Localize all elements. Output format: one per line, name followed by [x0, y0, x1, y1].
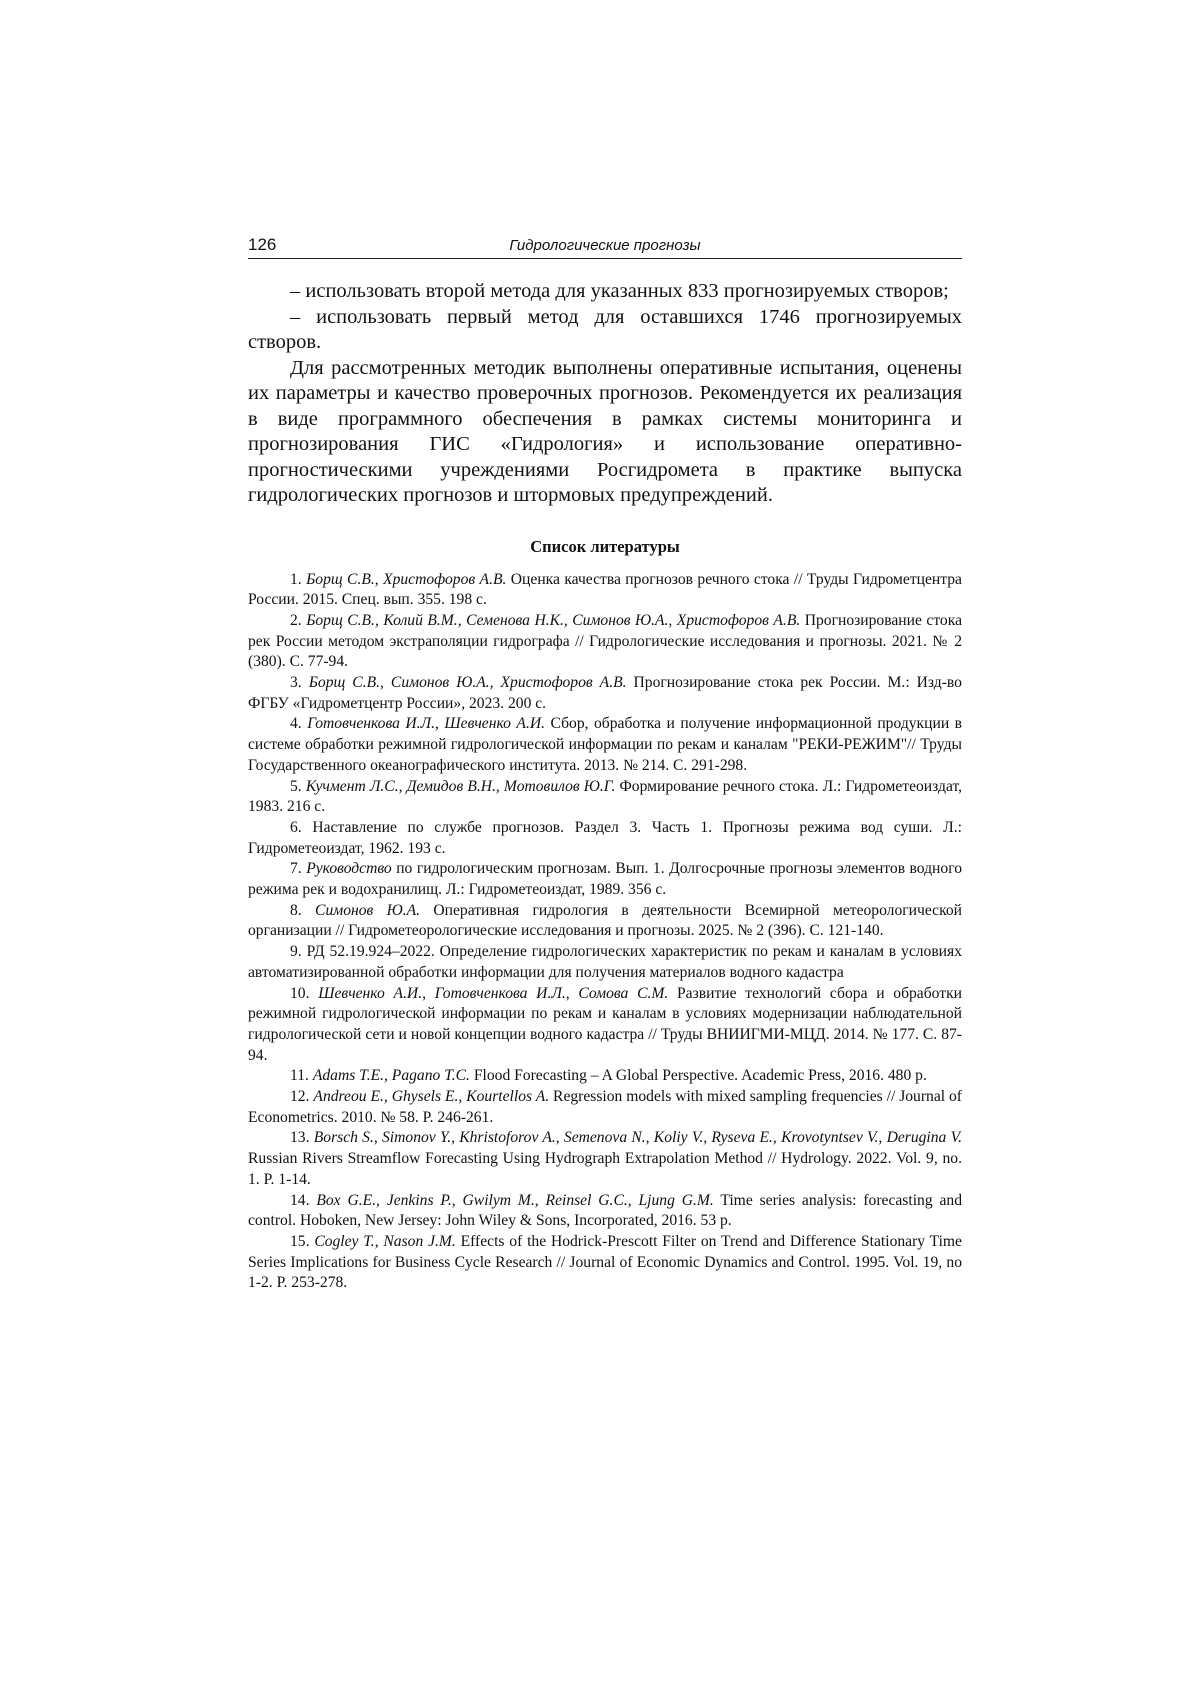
reference-item — [248, 1128, 962, 1190]
reference-text: Flood Forecasting – A Global Perspective. Academic Press, 2016. 480 p. — [473, 1067, 927, 1085]
reference-number: 9. — [290, 943, 302, 961]
reference-number: 6. — [290, 818, 302, 836]
reference-text: РД 52.19.924–2022. Определение гидрологических характеристик по рекам и каналам в условиях автоматизированной обработки информации для получения материалов водного кадастра — [248, 943, 962, 981]
reference-item — [248, 1191, 962, 1232]
reference-authors: Borsch S., Simonov Y., Khristoforov A., Semenova N., Koliy V., Ryseva E., Krovotyntsev V., Derugina V. — [313, 1129, 962, 1147]
reference-text: Effects of the Hodrick-Prescott Filter on Trend and Difference Stationary Time Series Implications for Business Cycle Research // Journal of Economic Dynamics and Control. 1995. Vol. 19, no 1-2. P. 253-278. — [248, 1233, 962, 1292]
reference-item — [248, 1066, 962, 1087]
reference-text: Формирование речного стока. Л.: Гидрометеоиздат, 1983. 216 с. — [248, 777, 963, 816]
reference-authors: Симонов Ю.А. — [315, 901, 421, 919]
reference-text: Regression models with mixed sampling frequencies // Journal of Econometrics. 2010. № 58. P. 246-261. — [248, 1088, 962, 1126]
reference-item — [248, 1087, 962, 1128]
reference-authors: Готовченкова И.Л., Шевченко А.И. — [307, 715, 546, 733]
reference-authors: Руководство — [306, 860, 392, 878]
reference-item — [248, 1232, 962, 1294]
reference-item — [248, 859, 962, 900]
reference-number: 13. — [290, 1129, 310, 1147]
reference-number: 8. — [290, 901, 302, 919]
reference-authors: Box G.E., Jenkins P., Gwilym M., Reinsel G.C., Ljung G.M. — [316, 1191, 714, 1209]
body-paragraph: Для рассмотренных методик выполнены оперативные испытания, оценены их параметры и качество проверочных прогнозов. Рекомендуется их реализация в виде программного обеспечения в рамках системы мониторинга и прогнозирования ГИС «Гидрология» и использование оперативно-прогностическими учреждениями Росгидромета в практике выпуска гидрологических прогнозов и штормовых предупреждений. — [248, 356, 962, 506]
reference-number: 5. — [290, 777, 302, 795]
reference-number: 3. — [290, 674, 302, 692]
reference-text: Развитие технологий сбора и обработки режимной гидрологической информации по рекам и каналам в условиях модернизации наблюдательной гидрологической сети и новой концепции водного кадастра // Труды ВНИИГМИ-МЦД. 2014. № 177. С. 87-94. — [248, 984, 962, 1064]
reference-number: 7. — [290, 860, 302, 878]
reference-number: 14. — [290, 1191, 310, 1209]
body-text — [248, 279, 962, 509]
references-title: Список литературы — [530, 536, 680, 556]
page — [248, 232, 962, 1294]
running-title: Гидрологические прогнозы — [509, 237, 701, 254]
reference-text: по гидрологическим прогнозам. Вып. 1. Долгосрочные прогнозы элементов водного режима рек и водохранилищ. Л.: Гидрометеоиздат, 1989. 356 с. — [248, 860, 963, 899]
reference-authors: Cogley T., Nason J.M. — [314, 1233, 456, 1250]
reference-authors: Борщ С.В., Колий В.М., Семенова Н.К., Симонов Ю.А., Христофоров А.В. — [306, 611, 801, 629]
reference-item — [248, 984, 962, 1067]
reference-text: Наставление по службе прогнозов. Раздел 3. Часть 1. Прогнозы режима вод суши. Л.: Гидрометеоиздат, 1962. 193 с. — [248, 818, 962, 857]
reference-item — [248, 714, 962, 776]
body-paragraph: – использовать первый метод для оставшихся 1746 прогнозируемых створов. — [248, 305, 962, 353]
reference-number: 12. — [290, 1088, 310, 1106]
reference-authors: Adams T.E., Pagano T.C. — [312, 1067, 470, 1085]
body-paragraph: – использовать второй метода для указанных 833 прогнозируемых створов; — [290, 280, 949, 302]
reference-item — [248, 673, 962, 714]
reference-number: 1. — [290, 570, 302, 588]
reference-text: Russian Rivers Streamflow Forecasting Using Hydrograph Extrapolation Method // Hydrology. 2022. Vol. 9, no. 1. P. 1-14. — [248, 1150, 962, 1188]
reference-authors: Борщ С.В., Христофоров А.В. — [306, 570, 507, 588]
references-list — [248, 570, 962, 1295]
reference-text: Оценка качества прогнозов речного стока // Труды Гидрометцентра России. 2015. Спец. вып. 355. 198 с. — [248, 570, 962, 609]
running-header — [248, 232, 962, 259]
reference-number: 15. — [290, 1233, 310, 1250]
reference-authors: Шевченко А.И., Готовченкова И.Л., Сомова С.М. — [318, 984, 669, 1002]
reference-authors: Кучмент Л.С., Демидов В.Н., Мотовилов Ю.Г. — [305, 777, 616, 795]
reference-number: 4. — [290, 715, 302, 733]
reference-text: Оперативная гидрология в деятельности Всемирной метеорологической организации // Гидрометеорологические исследования и прогнозы. 2025. № 2 (396). С. 121-140. — [248, 901, 962, 940]
reference-authors: Борщ С.В., Симонов Ю.А., Христофоров А.В. — [308, 674, 627, 692]
reference-item — [248, 611, 962, 673]
reference-item — [248, 901, 962, 942]
reference-item — [248, 818, 962, 859]
page-number: 126 — [248, 235, 277, 254]
reference-number: 11. — [290, 1067, 309, 1085]
reference-authors: Andreou E., Ghysels E., Kourtellos A. — [313, 1088, 550, 1106]
reference-text: Сбор, обработка и получение информационной продукции в системе обработки режимной гидрологической информации по рекам и каналам "РЕКИ-РЕЖИМ"// Труды Государственного океанографического института. 2013. № 214. С. 291-298. — [248, 715, 963, 774]
reference-item — [248, 570, 962, 611]
reference-item — [248, 942, 962, 983]
reference-text: Time series analysis: forecasting and control. Hoboken, New Jersey: John Wiley & Sons, Incorporated, 2016. 53 p. — [248, 1191, 962, 1230]
reference-number: 10. — [290, 984, 310, 1002]
reference-text: Прогнозирование стока рек России. М.: Изд-во ФГБУ «Гидрометцентр России», 2023. 200 с. — [248, 674, 962, 712]
reference-text: Прогнозирование стока рек России методом экстраполяции гидрографа // Гидрологические исследования и прогнозы. 2021. № 2 (380). С. 77-94. — [248, 611, 962, 671]
reference-item — [248, 777, 962, 818]
reference-number: 2. — [290, 611, 302, 629]
